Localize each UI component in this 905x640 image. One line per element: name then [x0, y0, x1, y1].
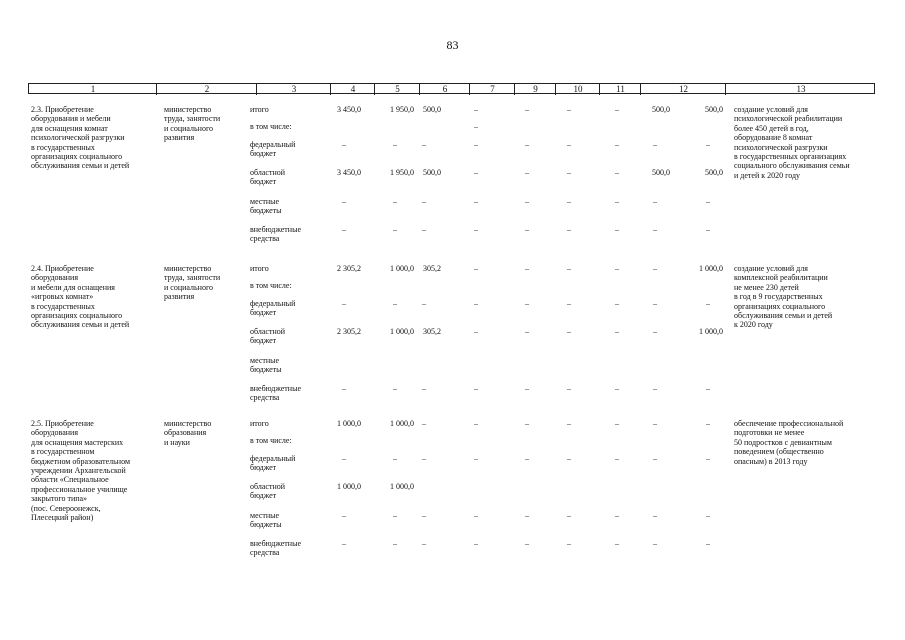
value-federal-col11: – — [653, 140, 657, 149]
measure-name-1-line: оборудования и мебели — [31, 114, 111, 124]
value-extra-col4: – — [342, 539, 346, 548]
page-number: 83 — [446, 38, 459, 52]
measure-name-1-line: обслуживания семьи и детей — [31, 161, 130, 171]
executor-2-line: труда, занятости — [164, 273, 221, 283]
expected-result-1-line: более 450 детей в год, — [734, 123, 809, 133]
source-label-extra-line: внебюджетные — [250, 225, 301, 234]
value-total-col6: – — [422, 419, 426, 428]
value-total-col6: 500,0 — [423, 105, 441, 114]
expected-result-3-line: опасным) в 2013 году — [734, 456, 808, 466]
value-regional-col11: 500,0 — [652, 168, 670, 177]
value-extra-col9: – — [567, 539, 571, 548]
value-federal-col4: – — [342, 454, 346, 463]
header-col-9: 10 — [573, 84, 583, 94]
source-label-local — [250, 356, 282, 375]
value-total-col11: – — [653, 264, 657, 273]
source-label-regional — [250, 168, 285, 187]
measure-name-2-line: «игровых комнат» — [31, 292, 94, 302]
source-label-extra-line: внебюджетные — [250, 384, 301, 393]
value-total-col12: 1 000,0 — [699, 264, 723, 273]
header-divider — [256, 84, 257, 95]
measure-name-2-line: обслуживания семьи и детей — [31, 320, 130, 330]
header-divider — [374, 84, 375, 95]
expected-result-1-line: и детей к 2020 году — [734, 170, 801, 180]
measure-name-3-line: профессиональное училище — [31, 484, 128, 494]
value-total-col9: – — [567, 419, 571, 428]
expected-result-3-line: подготовки не менее — [734, 428, 805, 438]
measure-name-3-line: Плесецкий район) — [31, 513, 94, 523]
source-label-federal — [250, 454, 295, 473]
source-label-federal-line: федеральный — [250, 299, 296, 308]
expected-result-2-line: комплексной реабилитации — [734, 273, 828, 283]
value-local-col9: – — [567, 511, 571, 520]
value-federal-col8: – — [525, 140, 529, 149]
header-divider — [419, 84, 420, 95]
executor-1-line: труда, занятости — [164, 114, 221, 124]
expected-result-3-line: обеспечение профессиональной — [734, 419, 844, 428]
value-extra-col6: – — [422, 539, 426, 548]
value-regional-col4: 3 450,0 — [337, 168, 361, 177]
expected-result-2-line: не менее 230 детей — [734, 282, 799, 292]
measure-name-3-line: области «Специальное — [31, 475, 109, 485]
expected-result-2-line: организациях социального — [734, 301, 826, 311]
source-label-incl: в том числе: — [250, 122, 292, 131]
value-extra-col4: – — [342, 384, 346, 393]
value-federal-col11: – — [653, 454, 657, 463]
value-extra-col11: – — [653, 539, 657, 548]
value-total-col5: 1 000,0 — [390, 419, 414, 428]
value-regional-col9: – — [567, 168, 571, 177]
value-regional-col5: 1 000,0 — [390, 482, 414, 491]
executor-1 — [164, 105, 220, 143]
value-regional-col4: 1 000,0 — [337, 482, 361, 491]
measure-name-2-line: 2.4. Приобретение — [31, 264, 94, 273]
measure-name-2-line: организациях социального — [31, 311, 123, 321]
source-label-local-line: местные — [250, 356, 280, 365]
expected-result-1 — [734, 105, 850, 180]
executor-2-line: министерство — [164, 264, 212, 273]
value-total-col7: – — [474, 105, 478, 114]
source-label-total: итого — [250, 105, 269, 114]
source-label-local-line: местные — [250, 197, 280, 206]
measure-name-1 — [31, 105, 129, 171]
value-extra-col12: – — [706, 384, 710, 393]
value-local-col5: – — [393, 511, 397, 520]
expected-result-1-line: в государственных организациях — [734, 152, 847, 162]
source-label-extra — [250, 539, 301, 558]
header-divider — [330, 84, 331, 95]
value-regional-col5: 1 950,0 — [390, 168, 414, 177]
value-total-col6: 305,2 — [423, 264, 441, 273]
source-label-local-line: бюджеты — [250, 520, 282, 530]
measure-name-3-line: оборудования — [31, 428, 78, 438]
source-label-regional — [250, 482, 285, 501]
value-extra-col8: – — [525, 225, 529, 234]
expected-result-2 — [734, 264, 832, 330]
expected-result-2-line: к 2020 году — [734, 320, 773, 330]
measure-name-3-line: для оснащения мастерских — [31, 437, 124, 447]
source-label-federal — [250, 140, 295, 159]
source-label-regional-line: областной — [250, 482, 286, 491]
value-extra-col5: – — [393, 225, 397, 234]
value-federal-col10: – — [615, 299, 619, 308]
value-local-col5: – — [393, 197, 397, 206]
source-label-incl: в том числе: — [250, 436, 292, 445]
header-divider — [725, 84, 726, 95]
column-number-header — [28, 83, 875, 94]
value-regional-col10: – — [615, 168, 619, 177]
expected-result-2-line: в год в 9 государственных — [734, 292, 823, 302]
value-regional-col5: 1 000,0 — [390, 327, 414, 336]
value-regional-col6: 500,0 — [423, 168, 441, 177]
executor-3-line: министерство — [164, 419, 212, 428]
expected-result-1-line: психологической реабилитации — [734, 114, 843, 124]
measure-name-3 — [31, 419, 130, 522]
measure-name-1-line: в государственных — [31, 142, 95, 152]
value-local-col8: – — [525, 511, 529, 520]
header-col-4: 4 — [350, 84, 356, 94]
value-extra-col10: – — [615, 384, 619, 393]
value-federal-col9: – — [567, 454, 571, 463]
value-federal-col12: – — [706, 140, 710, 149]
source-label-local-line: бюджеты — [250, 206, 282, 216]
value-federal-col7: – — [474, 140, 478, 149]
measure-name-3-line: учреждении Архангельской — [31, 466, 126, 476]
expected-result-1-line: создание условий для — [734, 105, 808, 114]
value-regional-col4: 2 305,2 — [337, 327, 361, 336]
source-label-regional-line: бюджет — [250, 336, 277, 346]
value-local-col9: – — [567, 197, 571, 206]
expected-result-1-line: психологической разгрузки — [734, 142, 828, 152]
value-regional-col7: – — [474, 168, 478, 177]
value-extra-col12: – — [706, 539, 710, 548]
header-divider — [555, 84, 556, 95]
value-extra-col9: – — [567, 225, 571, 234]
source-label-extra-line: средства — [250, 234, 280, 244]
value-total-col12: 500,0 — [705, 105, 723, 114]
expected-result-2-line: создание условий для — [734, 264, 808, 273]
value-extra-col6: – — [422, 384, 426, 393]
value-federal-col12: – — [706, 454, 710, 463]
value-extra-col5: – — [393, 384, 397, 393]
value-extra-col11: – — [653, 225, 657, 234]
value-local-col12: – — [706, 511, 710, 520]
value-federal-col6: – — [422, 140, 426, 149]
source-label-federal-line: федеральный — [250, 140, 296, 149]
measure-name-2 — [31, 264, 129, 330]
value-local-col7: – — [474, 511, 478, 520]
value-extra-col9: – — [567, 384, 571, 393]
expected-result-3-line: 50 подростков с девиантным — [734, 437, 832, 447]
program-table — [28, 83, 875, 563]
value-extra-col7: – — [474, 539, 478, 548]
source-label-federal-line: федеральный — [250, 454, 296, 463]
header-col-2: 2 — [204, 84, 210, 94]
source-label-regional — [250, 327, 285, 346]
measure-name-3-line: закрытого типа» — [31, 494, 88, 504]
value-local-col6: – — [422, 511, 426, 520]
value-federal-col4: – — [342, 140, 346, 149]
source-label-federal-line: бюджет — [250, 463, 277, 473]
value-total-col7: – — [474, 264, 478, 273]
value-total-col4: 2 305,2 — [337, 264, 361, 273]
executor-1-line: развития — [164, 133, 195, 143]
source-label-local — [250, 511, 282, 530]
value-total-col9: – — [567, 264, 571, 273]
expected-result-3-line: поведением (общественно — [734, 447, 824, 457]
source-label-extra-line: внебюджетные — [250, 539, 301, 548]
source-label-regional-line: областной — [250, 168, 286, 177]
source-label-extra-line: средства — [250, 393, 280, 403]
expected-result-3 — [734, 419, 843, 466]
value-federal-col4: – — [342, 299, 346, 308]
source-label-total: итого — [250, 419, 269, 428]
value-total-col12: – — [706, 419, 710, 428]
value-federal-col7: – — [474, 454, 478, 463]
value-federal-col5: – — [393, 140, 397, 149]
value-federal-col5: – — [393, 454, 397, 463]
value-federal-col11: – — [653, 299, 657, 308]
executor-2-line: и социального — [164, 282, 214, 292]
value-regional-col9: – — [567, 327, 571, 336]
value-federal-col10: – — [615, 454, 619, 463]
measure-name-1-line: для оснащения комнат — [31, 123, 108, 133]
source-label-federal — [250, 299, 295, 318]
value-extra-col7: – — [474, 384, 478, 393]
source-label-local-line: местные — [250, 511, 280, 520]
header-col-7: 7 — [490, 84, 495, 94]
source-label-regional-line: бюджет — [250, 491, 277, 501]
value-total-col11: – — [653, 419, 657, 428]
value-federal-col8: – — [525, 454, 529, 463]
value-regional-col8: – — [525, 327, 529, 336]
value-extra-col10: – — [615, 539, 619, 548]
executor-3 — [164, 419, 211, 447]
measure-name-2-line: в государственных — [31, 301, 95, 311]
executor-2-line: развития — [164, 292, 195, 302]
header-col-11: 12 — [679, 84, 688, 94]
value-total-col5: 1 000,0 — [390, 264, 414, 273]
expected-result-1-line: оборудование 8 комнат — [734, 133, 813, 143]
header-divider — [156, 84, 157, 95]
value-total-col8: – — [525, 105, 529, 114]
measure-name-1-line: организациях социального — [31, 152, 123, 162]
value-federal-col5: – — [393, 299, 397, 308]
value-extra-col4: – — [342, 225, 346, 234]
value-regional-col12: 500,0 — [705, 168, 723, 177]
source-label-extra — [250, 384, 301, 403]
value-total-col8: – — [525, 419, 529, 428]
value-federal-col6: – — [422, 454, 426, 463]
value-extra-col5: – — [393, 539, 397, 548]
value-extra-col11: – — [653, 384, 657, 393]
value-total-col10: – — [615, 419, 619, 428]
value-extra-col6: – — [422, 225, 426, 234]
executor-3-line: образования — [164, 428, 207, 438]
value-federal-col9: – — [567, 140, 571, 149]
measure-name-3-line: в государственном — [31, 447, 95, 457]
value-federal-col7: – — [474, 299, 478, 308]
executor-2 — [164, 264, 220, 302]
value-regional-col10: – — [615, 327, 619, 336]
source-label-extra — [250, 225, 301, 244]
measure-name-3-line: 2.5. Приобретение — [31, 419, 94, 428]
measure-name-3-line: бюджетном образовательном — [31, 456, 130, 466]
expected-result-2-line: обслуживания семьи и детей — [734, 311, 833, 321]
source-label-extra-line: средства — [250, 548, 280, 558]
value-total-col10: – — [615, 105, 619, 114]
value-total-col4: 1 000,0 — [337, 419, 361, 428]
value-regional-col7: – — [474, 327, 478, 336]
header-divider — [640, 84, 641, 95]
value-federal-col9: – — [567, 299, 571, 308]
measure-name-1-line: психологической разгрузки — [31, 133, 125, 143]
source-label-regional-line: областной — [250, 327, 286, 336]
value-local-col11: – — [653, 197, 657, 206]
source-label-local — [250, 197, 282, 216]
header-col-8: 9 — [533, 84, 538, 94]
header-col-10: 11 — [616, 84, 625, 94]
header-divider — [469, 84, 470, 95]
measure-name-2-line: оборудования — [31, 273, 78, 283]
header-divider — [514, 84, 515, 95]
value-extra-col12: – — [706, 225, 710, 234]
value-extra-col8: – — [525, 384, 529, 393]
measure-name-1-line: 2.3. Приобретение — [31, 105, 94, 114]
value-federal-col8: – — [525, 299, 529, 308]
value-regional-col12: 1 000,0 — [699, 327, 723, 336]
value-local-col4: – — [342, 197, 346, 206]
header-col-12: 13 — [796, 84, 806, 94]
executor-3-line: и науки — [164, 437, 190, 447]
value-total-col4: 3 450,0 — [337, 105, 361, 114]
source-label-local-line: бюджеты — [250, 365, 282, 375]
value-local-col10: – — [615, 511, 619, 520]
value-local-col4: – — [342, 511, 346, 520]
executor-1-line: министерство — [164, 105, 212, 114]
source-label-federal-line: бюджет — [250, 308, 277, 318]
executor-1-line: и социального — [164, 123, 214, 133]
header-col-6: 6 — [442, 84, 448, 94]
header-col-5: 5 — [395, 84, 400, 94]
value-total-col10: – — [615, 264, 619, 273]
source-label-federal-line: бюджет — [250, 149, 277, 159]
source-label-incl: в том числе: — [250, 281, 292, 290]
value-regional-col8: – — [525, 168, 529, 177]
expected-result-1-line: социального обслуживания семьи — [734, 161, 850, 171]
value-local-col8: – — [525, 197, 529, 206]
value-local-col12: – — [706, 197, 710, 206]
value-local-col6: – — [422, 197, 426, 206]
value-incl-col7: – — [474, 122, 478, 131]
value-total-col9: – — [567, 105, 571, 114]
value-total-col11: 500,0 — [652, 105, 670, 114]
measure-name-3-line: (пос. Североонежск, — [31, 503, 101, 513]
value-regional-col11: – — [653, 327, 657, 336]
value-local-col11: – — [653, 511, 657, 520]
value-total-col8: – — [525, 264, 529, 273]
value-local-col10: – — [615, 197, 619, 206]
header-divider — [599, 84, 600, 95]
value-extra-col10: – — [615, 225, 619, 234]
value-extra-col7: – — [474, 225, 478, 234]
value-total-col5: 1 950,0 — [390, 105, 414, 114]
header-col-1: 1 — [90, 84, 96, 94]
source-label-total: итого — [250, 264, 269, 273]
source-label-regional-line: бюджет — [250, 177, 277, 187]
value-local-col7: – — [474, 197, 478, 206]
measure-name-2-line: и мебели для оснащения — [31, 282, 115, 292]
header-col-3: 3 — [291, 84, 297, 94]
value-regional-col6: 305,2 — [423, 327, 441, 336]
value-federal-col6: – — [422, 299, 426, 308]
value-federal-col12: – — [706, 299, 710, 308]
value-federal-col10: – — [615, 140, 619, 149]
value-extra-col8: – — [525, 539, 529, 548]
value-total-col7: – — [474, 419, 478, 428]
